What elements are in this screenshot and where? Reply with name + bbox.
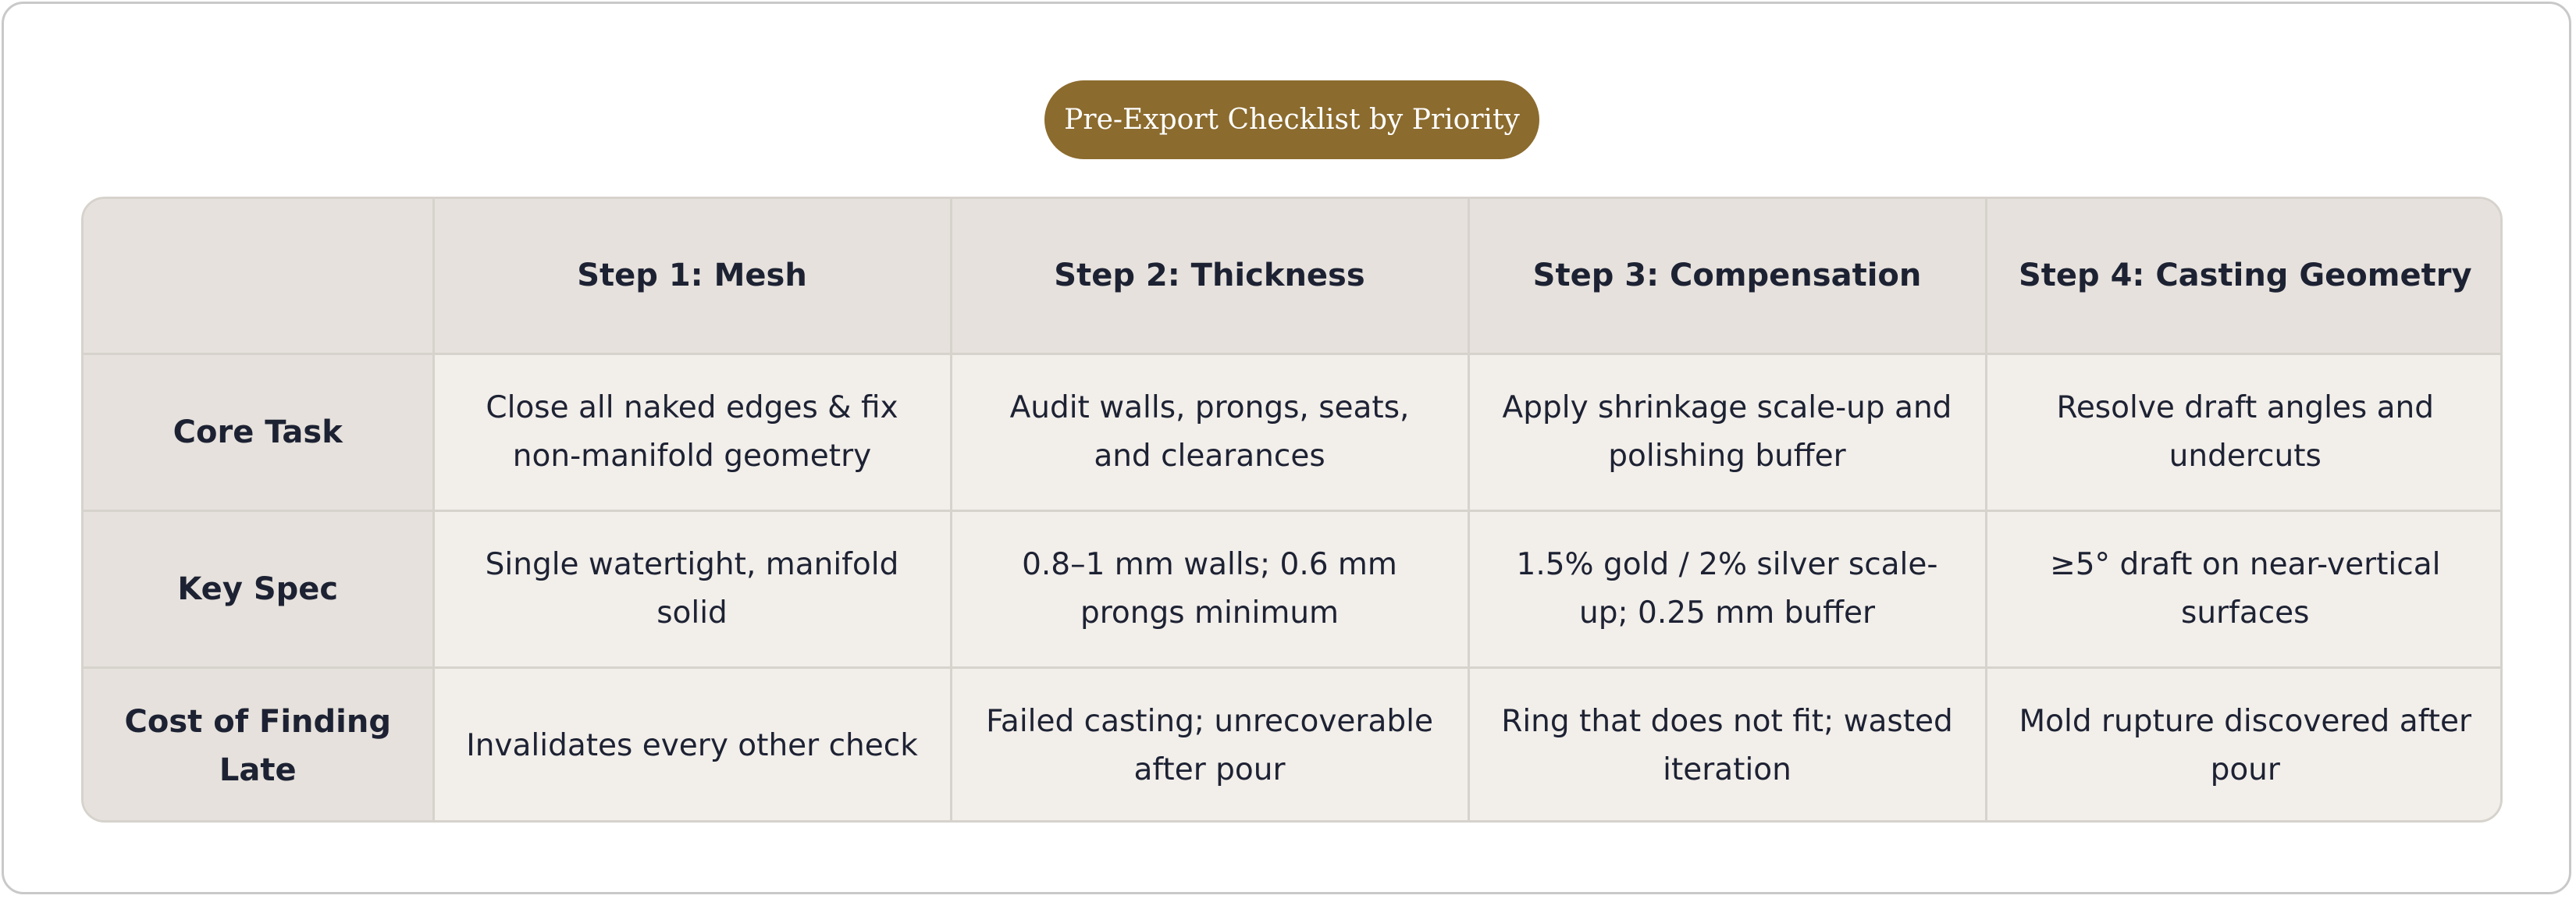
column-header-compensation: Step 3: Compensation — [1468, 199, 1986, 354]
table-cell: Failed casting; unrecoverable after pour — [951, 667, 1468, 823]
card-frame — [2, 2, 2571, 894]
table-cell: Apply shrinkage scale-up and polishing buffer — [1468, 354, 1986, 510]
column-header-thickness: Step 2: Thickness — [951, 199, 1468, 354]
column-header-casting-geometry: Step 4: Casting Geometry — [1986, 199, 2503, 354]
table-row-core-task — [84, 354, 2503, 510]
table-corner-cell — [84, 199, 433, 354]
row-header-cost-of-finding-late: Cost of Finding Late — [84, 667, 433, 823]
checklist-table — [84, 199, 2503, 823]
table-cell: Close all naked edges & fix non-manifold geometry — [433, 354, 951, 510]
column-header-mesh: Step 1: Mesh — [433, 199, 951, 354]
row-header-key-spec: Key Spec — [84, 510, 433, 667]
checklist-title: Pre-Export Checklist by Priority — [1044, 80, 1539, 159]
table-cell: ≥5° draft on near-vertical surfaces — [1986, 510, 2503, 667]
table-cell: Single watertight, manifold solid — [433, 510, 951, 667]
table-header-row — [84, 199, 2503, 354]
table-cell: Audit walls, prongs, seats, and clearances — [951, 354, 1468, 510]
table-cell: Invalidates every other check — [433, 667, 951, 823]
table-cell: 1.5% gold / 2% silver scale-up; 0.25 mm buffer — [1468, 510, 1986, 667]
table-cell: 0.8–1 mm walls; 0.6 mm prongs minimum — [951, 510, 1468, 667]
table-cell: Resolve draft angles and undercuts — [1986, 354, 2503, 510]
row-header-core-task: Core Task — [84, 354, 433, 510]
table-cell: Ring that does not fit; wasted iteration — [1468, 667, 1986, 823]
table-row-key-spec — [84, 510, 2503, 667]
table-row-cost-of-finding-late — [84, 667, 2503, 823]
checklist-table-container — [81, 197, 2503, 823]
table-cell: Mold rupture discovered after pour — [1986, 667, 2503, 823]
